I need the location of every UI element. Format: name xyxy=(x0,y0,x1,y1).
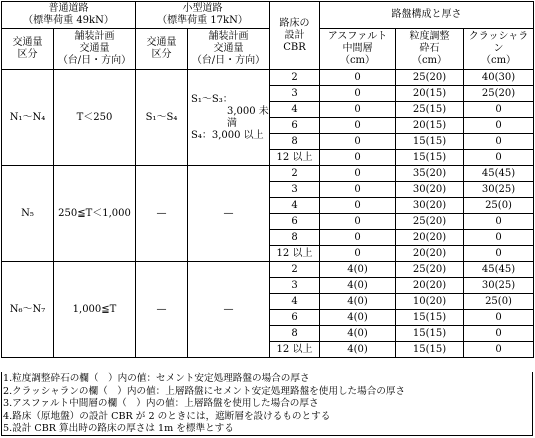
grain-cell: 15(15) xyxy=(396,310,464,326)
crusher-cell: 0 xyxy=(464,230,534,246)
crusher-cell: 45(45) xyxy=(464,166,534,182)
grain-cell: 15(15) xyxy=(396,150,464,166)
small-traffic-cell: — xyxy=(188,166,270,262)
grain-cell: 30(20) xyxy=(396,182,464,198)
grain-cell: 25(20) xyxy=(396,262,464,278)
grain-cell: 20(15) xyxy=(396,118,464,134)
grain-cell: 15(15) xyxy=(396,342,464,358)
crusher-cell: 30(25) xyxy=(464,182,534,198)
crusher-cell: 0 xyxy=(464,310,534,326)
cbr-cell: 6 xyxy=(270,118,320,134)
asphalt-cell: 4(0) xyxy=(320,278,396,294)
asphalt-cell: 0 xyxy=(320,166,396,182)
header-asphalt-middle: アスファルト 中間層 （cm） xyxy=(320,29,396,70)
cbr-cell: 2 xyxy=(270,166,320,182)
pavement-table xyxy=(1,1,534,358)
asphalt-cell: 4(0) xyxy=(320,294,396,310)
header-small-planned-traffic: 舗装計画 交通量 （台/日・方向） xyxy=(188,29,270,70)
note-item: 1.粒度調整砕石の欄（ ）内の値：セメント安定処理路盤の場合の厚さ xyxy=(3,373,310,384)
cbr-cell: 12 以上 xyxy=(270,342,320,358)
cbr-cell: 4 xyxy=(270,198,320,214)
grain-cell: 15(15) xyxy=(396,326,464,342)
asphalt-cell: 0 xyxy=(320,70,396,86)
cbr-cell: 8 xyxy=(270,230,320,246)
cbr-cell: 2 xyxy=(270,262,320,278)
asphalt-cell: 0 xyxy=(320,214,396,230)
crusher-cell: 0 xyxy=(464,326,534,342)
crusher-cell: 0 xyxy=(464,134,534,150)
header-ordinary-road: 普通道路 （標準荷重 49kN） xyxy=(2,2,136,29)
note-item: 4.路床（原地盤）の設計 CBR が 2 のときには，遮断層を設けるものとする xyxy=(3,410,331,422)
notes-box xyxy=(1,372,533,436)
header-small-road: 小型道路 （標準荷重 17kN） xyxy=(136,2,270,29)
planned-traffic-cell: T＜250 xyxy=(54,70,136,166)
header-grain-adjusted: 粒度調整 砕石 （cm） xyxy=(396,29,464,70)
grain-cell: 30(20) xyxy=(396,198,464,214)
crusher-cell: 25(0) xyxy=(464,294,534,310)
small-class-cell: — xyxy=(136,166,188,262)
asphalt-cell: 4(0) xyxy=(320,342,396,358)
grain-cell: 20(20) xyxy=(396,230,464,246)
small-class-cell: S₁〜S₄ xyxy=(136,70,188,166)
cbr-cell: 12 以上 xyxy=(270,150,320,166)
crusher-cell: 25(0) xyxy=(464,198,534,214)
crusher-cell: 45(45) xyxy=(464,262,534,278)
grain-cell: 35(20) xyxy=(396,166,464,182)
asphalt-cell: 0 xyxy=(320,230,396,246)
cbr-cell: 6 xyxy=(270,214,320,230)
note-item: 2.クラッシャランの欄（ ）内の値：上層路盤にセメント安定処理路盤を使用した場合の厚さ xyxy=(3,385,406,397)
cbr-cell: 4 xyxy=(270,102,320,118)
asphalt-cell: 0 xyxy=(320,198,396,214)
traffic-class-cell: N₁〜N₄ xyxy=(2,70,54,166)
grain-cell: 20(15) xyxy=(396,86,464,102)
crusher-cell: 0 xyxy=(464,118,534,134)
cbr-cell: 3 xyxy=(270,86,320,102)
cbr-cell: 12 以上 xyxy=(270,246,320,262)
cbr-cell: 3 xyxy=(270,278,320,294)
grain-cell: 25(15) xyxy=(396,102,464,118)
crusher-cell: 40(30) xyxy=(464,70,534,86)
cbr-cell: 6 xyxy=(270,310,320,326)
cbr-cell: 2 xyxy=(270,70,320,86)
traffic-class-cell: N₅ xyxy=(2,166,54,262)
header-crusher-run: クラッシャラン （cm） xyxy=(464,29,534,70)
asphalt-cell: 4(0) xyxy=(320,326,396,342)
cbr-cell: 8 xyxy=(270,134,320,150)
asphalt-cell: 0 xyxy=(320,150,396,166)
header-subgrade-cbr: 路床の 設計 CBR xyxy=(270,2,320,70)
grain-cell: 20(20) xyxy=(396,278,464,294)
traffic-class-cell: N₆〜N₇ xyxy=(2,262,54,358)
cbr-cell: 8 xyxy=(270,326,320,342)
grain-cell: 15(15) xyxy=(396,134,464,150)
small-class-cell: — xyxy=(136,262,188,358)
asphalt-cell: 0 xyxy=(320,118,396,134)
asphalt-cell: 4(0) xyxy=(320,310,396,326)
small-traffic-cell: — xyxy=(188,262,270,358)
asphalt-cell: 4(0) xyxy=(320,262,396,278)
crusher-cell: 30(25) xyxy=(464,278,534,294)
asphalt-cell: 0 xyxy=(320,246,396,262)
asphalt-cell: 0 xyxy=(320,102,396,118)
grain-cell: 25(20) xyxy=(396,214,464,230)
grain-cell: 10(20) xyxy=(396,294,464,310)
crusher-cell: 25(20) xyxy=(464,86,534,102)
crusher-cell: 0 xyxy=(464,214,534,230)
crusher-cell: 0 xyxy=(464,342,534,358)
crusher-cell: 0 xyxy=(464,102,534,118)
planned-traffic-cell: 250≦T＜1,000 xyxy=(54,166,136,262)
small-traffic-cell: S₁〜S₃： 3,000 未満 S₄：3,000 以上 xyxy=(188,70,270,166)
header-planned-traffic: 舗装計画 交通量 （台/日・方向） xyxy=(54,29,136,70)
asphalt-cell: 0 xyxy=(320,134,396,150)
crusher-cell: 0 xyxy=(464,246,534,262)
header-traffic-class: 交通量 区分 xyxy=(2,29,54,70)
header-small-traffic-class: 交通量 区分 xyxy=(136,29,188,70)
planned-traffic-cell: 1,000≦T xyxy=(54,262,136,358)
note-item: 3.アスファルト中間層の欄（ ）内の値：上層路盤を使用した場合の厚さ xyxy=(3,398,319,410)
cbr-cell: 4 xyxy=(270,294,320,310)
asphalt-cell: 0 xyxy=(320,182,396,198)
cbr-cell: 3 xyxy=(270,182,320,198)
note-item: 5.設計 CBR 算出時の路床の厚さは 1m を標準とする xyxy=(3,423,234,435)
asphalt-cell: 0 xyxy=(320,86,396,102)
crusher-cell: 0 xyxy=(464,150,534,166)
header-pavement-composition: 路盤構成と厚さ xyxy=(320,2,534,29)
grain-cell: 20(20) xyxy=(396,246,464,262)
grain-cell: 25(20) xyxy=(396,70,464,86)
